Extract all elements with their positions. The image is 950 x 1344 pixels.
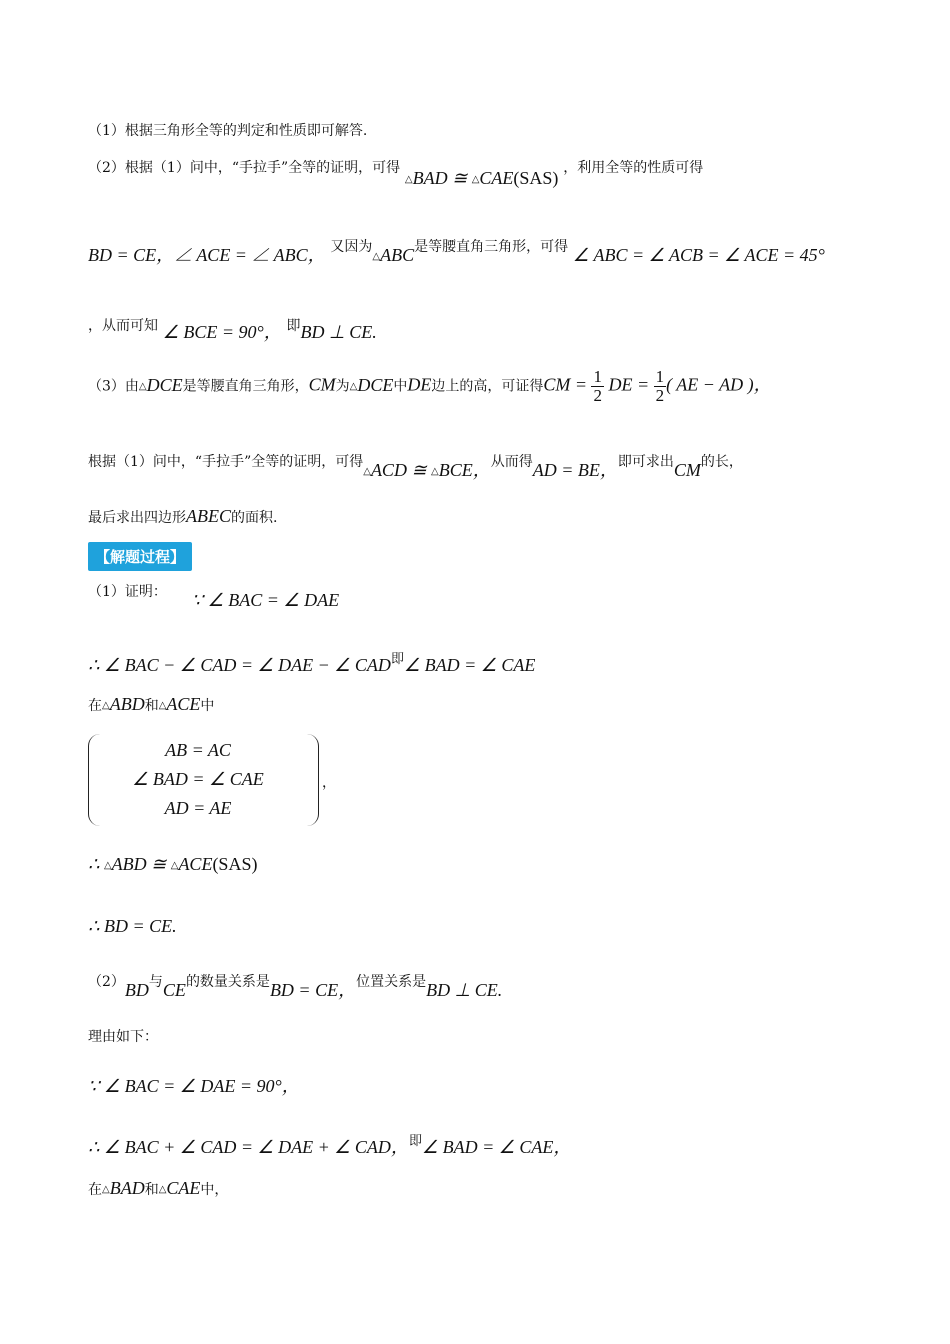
- right-brace: [304, 734, 319, 826]
- fraction: [591, 368, 604, 405]
- math-text: (SAS): [513, 168, 559, 188]
- solution-line-8: [88, 1072, 890, 1098]
- solution-line-9: [88, 1130, 890, 1159]
- analysis-text: 即: [286, 318, 301, 334]
- triangle-symbol: △: [431, 466, 439, 477]
- solution-line-2: [88, 648, 890, 676]
- triangle-symbol: △: [102, 700, 110, 711]
- math-text: BD ⊥ CE.: [426, 980, 503, 1000]
- analysis-text: （2）根据（1）问中，“手拉手”全等的证明，可得: [88, 160, 401, 176]
- math-text: ACE: [178, 854, 213, 874]
- math-text: ABEC: [186, 506, 231, 526]
- analysis-text: （3）由: [88, 378, 139, 395]
- math-expression: ∠ ABC = ∠ ACB = ∠ ACE = 45°: [572, 245, 825, 265]
- solution-text: ，: [322, 775, 336, 791]
- analysis-line-1: [88, 120, 890, 140]
- analysis-text: 的长，: [700, 454, 743, 470]
- math-text: CAE: [479, 168, 514, 188]
- solution-line-7: [88, 1026, 890, 1046]
- math-text: DE =: [603, 374, 654, 395]
- math-text: BAD ≅: [412, 168, 472, 188]
- math-expression: ∴ ∠ BAC + ∠ CAD = ∠ DAE + ∠ CAD，: [88, 1137, 409, 1157]
- triangle-symbol: △: [158, 1184, 167, 1195]
- analysis-text: （1）根据三角形全等的判定和性质即可解答.: [88, 123, 368, 139]
- triangle-symbol: △: [138, 380, 147, 392]
- math-expression: ∴ BD = CE.: [88, 916, 177, 936]
- triangle-symbol: △: [349, 380, 358, 392]
- solution-text: 即: [408, 1134, 422, 1149]
- math-text: ( AE − AD )，: [666, 374, 772, 395]
- solution-text: 即: [390, 652, 404, 667]
- solution-line-6: [88, 966, 890, 1000]
- solution-text: （2）: [88, 974, 125, 990]
- solution-text: （1）证明：: [88, 584, 167, 600]
- analysis-line-3: [88, 236, 890, 267]
- system-row: ∠ BAD = ∠ CAE: [132, 769, 264, 789]
- fraction-denominator: 2: [655, 386, 665, 405]
- triangle-symbol: △: [103, 860, 112, 871]
- analysis-line-6: [88, 446, 890, 480]
- triangle-symbol: △: [404, 174, 413, 185]
- analysis-line-7: [88, 506, 890, 527]
- triangle-symbol: △: [158, 700, 167, 711]
- math-expression: ∵ ∠ BAC = ∠ DAE: [191, 590, 340, 610]
- math-expression: BD = CE，∠ ACE = ∠ ABC，: [88, 245, 326, 265]
- analysis-line-5: [88, 368, 890, 405]
- system-row: AB = AC: [165, 740, 231, 760]
- math-expression: ∵ ∠ BAC = ∠ DAE = 90°，: [88, 1076, 300, 1096]
- equation-system: [88, 734, 336, 826]
- triangle-symbol: △: [372, 251, 381, 262]
- analysis-text: ，利用全等的性质可得: [563, 160, 704, 176]
- solution-line-1: [88, 580, 890, 610]
- math-text: ABD: [109, 694, 145, 714]
- math-text: CM: [673, 460, 701, 480]
- analysis-text: 是等腰直角三角形，可得: [414, 239, 569, 255]
- analysis-text: 根据（1）问中，“手拉手”全等的证明，可得: [88, 454, 364, 470]
- section-tag: 【解题过程】: [88, 542, 192, 571]
- math-expression: ∠ BCE = 90°，: [162, 322, 282, 342]
- math-expression: ∠ BAD = ∠ CAE，: [421, 1137, 572, 1157]
- analysis-text: 从而得: [490, 454, 533, 470]
- math-text: DCE: [357, 374, 394, 395]
- analysis-text: 是等腰直角三角形，: [182, 378, 309, 395]
- solution-text: 和: [144, 698, 159, 714]
- analysis-text: 边上的高，可证得: [431, 378, 544, 395]
- analysis-text: 的面积.: [231, 510, 278, 526]
- math-expression: ∠ BAD = ∠ CAE: [403, 655, 536, 675]
- math-text: ACE: [166, 694, 201, 714]
- math-text: CM =: [543, 374, 592, 395]
- math-text: ABD ≅: [111, 854, 171, 874]
- math-text: BCE，: [438, 460, 491, 480]
- solution-text: 和: [144, 1182, 159, 1198]
- math-text: ∴: [88, 854, 104, 874]
- system-row: AD = AE: [164, 798, 232, 818]
- fraction-numerator: 1: [655, 367, 665, 386]
- solution-line-10: [88, 1178, 890, 1199]
- math-text: ABC: [380, 245, 415, 265]
- math-text: (SAS): [212, 854, 258, 874]
- math-expression: [405, 168, 559, 188]
- math-text: BAD: [109, 1178, 145, 1198]
- solution-text: 与: [148, 974, 163, 990]
- solution-line-3: [88, 694, 890, 715]
- solution-line-4: [88, 854, 890, 875]
- analysis-text: 为: [335, 378, 350, 395]
- triangle-symbol: △: [170, 860, 179, 871]
- math-expression: ∴ ∠ BAC − ∠ CAD = ∠ DAE − ∠ CAD: [88, 655, 391, 675]
- analysis-text: 最后求出四边形: [88, 510, 186, 526]
- fraction-denominator: 2: [593, 386, 602, 405]
- analysis-text: 又因为: [330, 239, 373, 255]
- solution-text: 中: [200, 698, 215, 714]
- math-text: BD = CE，: [269, 980, 357, 1000]
- analysis-text: ，从而可知: [88, 318, 158, 334]
- triangle-symbol: △: [363, 466, 371, 477]
- math-text: CM: [308, 374, 336, 395]
- fraction: [654, 368, 667, 405]
- math-expression: BD ⊥ CE.: [300, 322, 377, 342]
- math-text: CE: [162, 980, 186, 1000]
- analysis-text: 即可求出: [617, 454, 674, 470]
- math-text: AD = BE，: [532, 460, 618, 480]
- solution-text: 理由如下：: [88, 1029, 158, 1045]
- math-text: BD: [124, 980, 149, 1000]
- math-text: CAE: [166, 1178, 201, 1198]
- analysis-text: 中: [393, 378, 408, 395]
- analysis-line-2: [88, 156, 890, 188]
- solution-text: 中，: [200, 1182, 229, 1198]
- triangle-symbol: △: [471, 174, 480, 185]
- math-text: ACD ≅: [370, 460, 432, 480]
- triangle-symbol: △: [102, 1184, 110, 1195]
- solution-text: 在: [88, 698, 102, 714]
- math-text: DE: [407, 374, 432, 395]
- solution-text: 在: [88, 1182, 102, 1198]
- solution-text: 的数量关系是: [185, 974, 270, 990]
- analysis-line-4: [88, 310, 890, 342]
- fraction-numerator: 1: [593, 367, 602, 386]
- math-text: DCE: [146, 374, 183, 395]
- solution-line-5: [88, 916, 890, 937]
- solution-text: 位置关系是: [356, 974, 427, 990]
